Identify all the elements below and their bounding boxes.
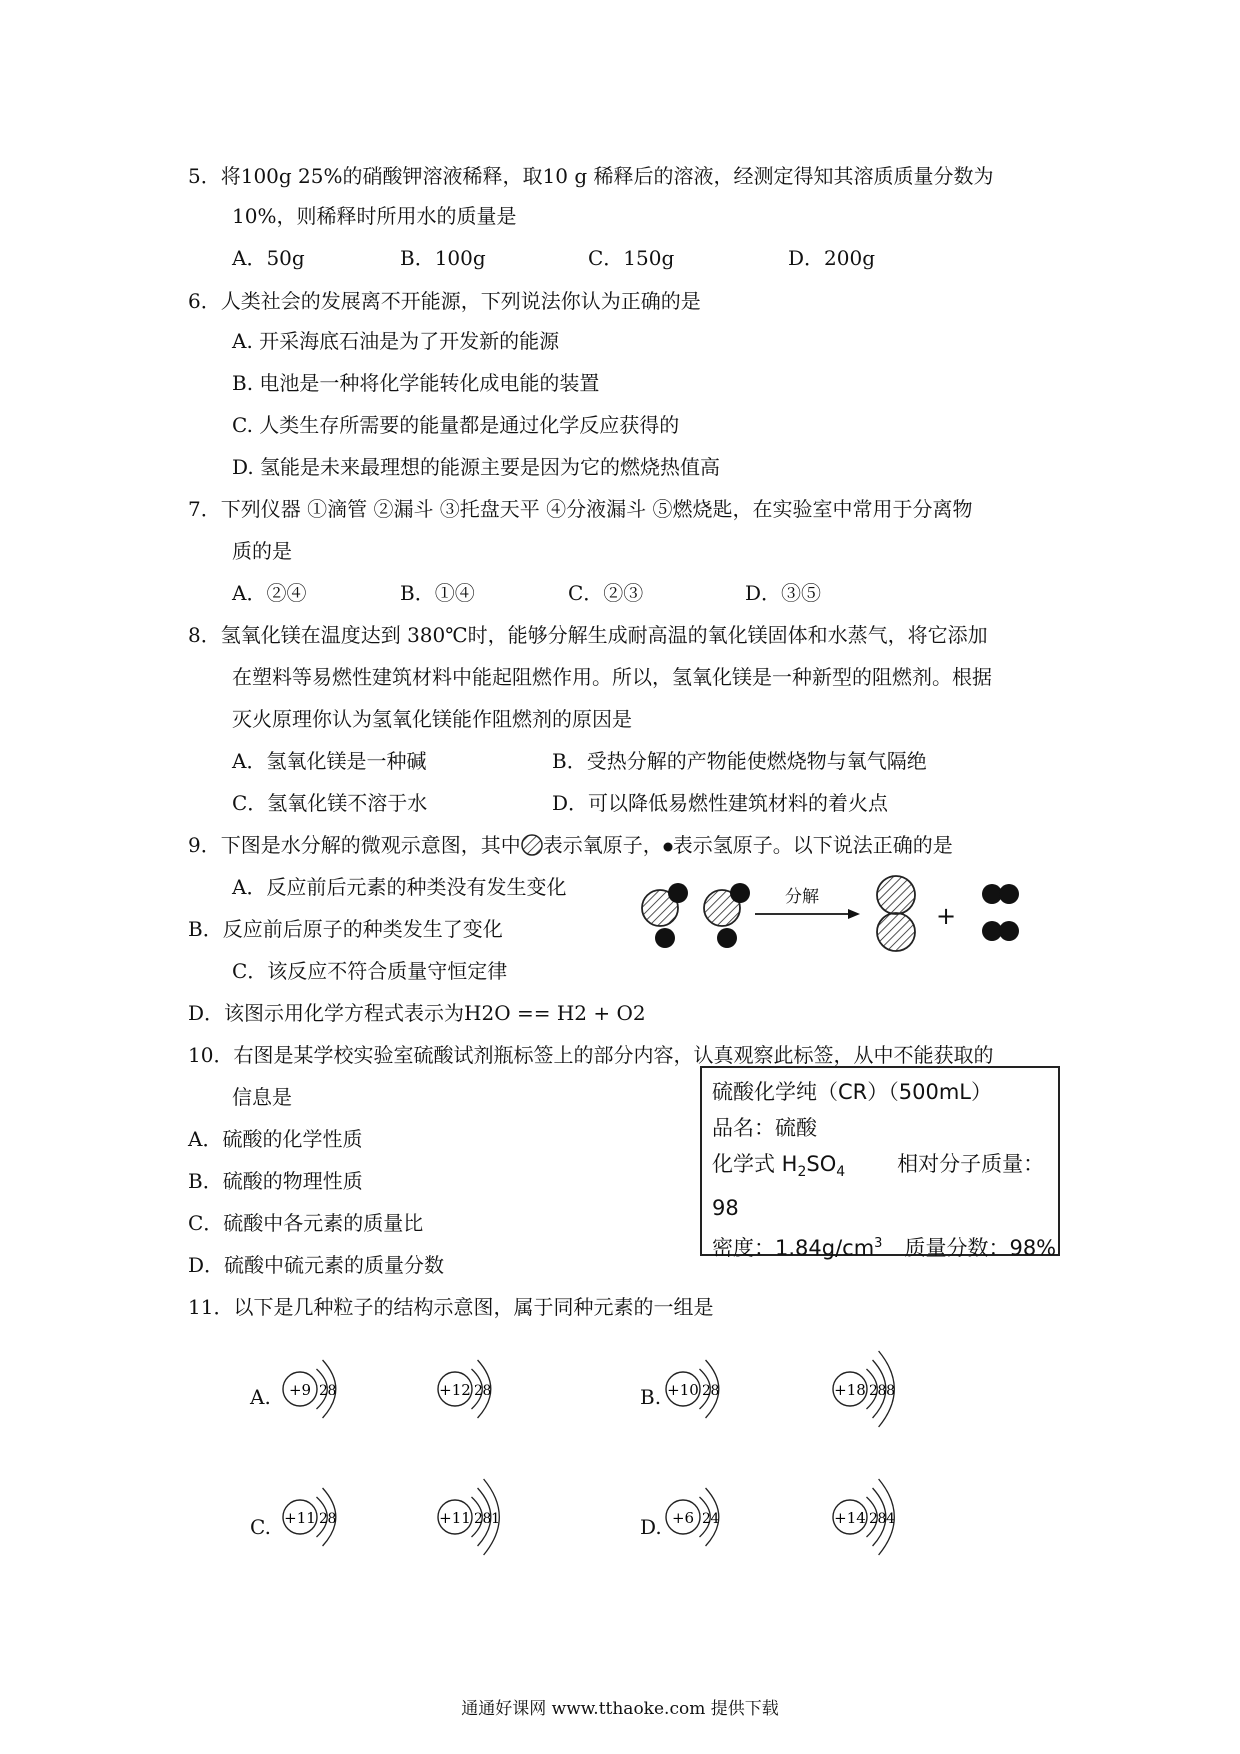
nucleus-charge: +18 xyxy=(834,1381,866,1399)
page-footer: 通通好课网 www.tthaoke.com 提供下载 xyxy=(461,1699,779,1719)
electron-count: 2 xyxy=(701,1511,711,1527)
electron-count: 8 xyxy=(877,1383,887,1399)
q8-stem-line2: 在塑料等易燃性建筑材料中能起阻燃作用。所以，氢氧化镁是一种新型的阻燃剂。根据 xyxy=(232,665,992,689)
plus-sign: + xyxy=(936,902,957,930)
label-molecular-mass-label: 相对分子质量： xyxy=(897,1152,1045,1176)
electron-count: 2 xyxy=(868,1511,878,1527)
label-molecular-mass-value: 98 xyxy=(712,1196,739,1221)
q5-option-d: D．200g xyxy=(788,246,876,270)
electron-count: 4 xyxy=(710,1511,720,1527)
electron-count: 8 xyxy=(327,1383,337,1399)
electron-count: 4 xyxy=(886,1511,896,1527)
hydrogen-molecules xyxy=(982,884,1019,941)
q11-group-b-label: B. xyxy=(640,1385,662,1409)
electron-count: 2 xyxy=(318,1511,328,1527)
hydrogen-atom-icon xyxy=(663,842,673,852)
electron-count: 8 xyxy=(327,1511,337,1527)
q5-option-b: B．100g xyxy=(400,246,486,270)
nucleus-charge: +10 xyxy=(667,1381,699,1399)
q8-stem-line3: 灭火原理你认为氢氧化镁能作阻燃剂的原因是 xyxy=(232,707,632,731)
nucleus-charge: +11 xyxy=(439,1509,471,1527)
water-decomposition-diagram xyxy=(630,868,1050,978)
q7-option-d: D．③⑤ xyxy=(745,581,822,605)
electron-count: 2 xyxy=(318,1383,328,1399)
q10-stem-line1: 10．右图是某学校实验室硫酸试剂瓶标签上的部分内容，认真观察此标签，从中不能获取的 xyxy=(188,1043,994,1067)
atom-diagram-b1 xyxy=(663,1324,823,1454)
label-formula-prefix: 化学式 H xyxy=(712,1152,798,1176)
q7-stem-line2: 质的是 xyxy=(232,539,292,563)
q8-option-b: B．受热分解的产物能使燃烧物与氧气隔绝 xyxy=(552,749,927,773)
q7-stem-line1: 7．下列仪器 ①滴管 ②漏斗 ③托盘天平 ④分液漏斗 ⑤燃烧匙，在实验室中常用于分离物 xyxy=(188,497,973,521)
reaction-arrow-label: 分解 xyxy=(785,887,819,907)
q8-stem-line1: 8．氢氧化镁在温度达到 380℃时，能够分解生成耐高温的氧化镁固体和水蒸气，将它添加 xyxy=(188,623,988,647)
nucleus-charge: +6 xyxy=(671,1509,695,1527)
label-density-sup: 3 xyxy=(874,1236,883,1252)
q10-option-b: B．硫酸的物理性质 xyxy=(188,1169,363,1193)
electron-count: 8 xyxy=(710,1383,720,1399)
q7-option-c: C．②③ xyxy=(568,581,644,605)
q11-group-c-label: C. xyxy=(250,1515,271,1539)
q9-option-d: D．该图示用化学方程式表示为H2O == H2 + O2 xyxy=(188,1001,646,1025)
label-title: 硫酸化学纯（CR）（500mL） xyxy=(712,1080,992,1104)
label-formula-row xyxy=(712,1146,1048,1190)
q5-stem-line1: 5．将100g 25%的硝酸钾溶液稀释，取10 g 稀释后的溶液，经测定得知其溶质质量分数为 xyxy=(188,164,994,188)
electron-count: 8 xyxy=(886,1383,896,1399)
q9-option-b: B．反应前后原子的种类发生了变化 xyxy=(188,917,503,941)
atom-diagram-b2 xyxy=(830,1324,990,1454)
q10-option-c: C．硫酸中各元素的质量比 xyxy=(188,1211,424,1235)
label-density-row xyxy=(712,1226,1057,1266)
q6-option-b: B. 电池是一种将化学能转化成电能的装置 xyxy=(232,371,600,395)
electron-count: 2 xyxy=(868,1383,878,1399)
label-mass-fraction: 质量分数：98% xyxy=(904,1236,1057,1261)
q5-option-a: A．50g xyxy=(232,246,305,270)
electron-count: 8 xyxy=(877,1511,887,1527)
nucleus-charge: +11 xyxy=(284,1509,316,1527)
label-formula-sub2: 4 xyxy=(836,1164,846,1181)
q9-option-a: A．反应前后元素的种类没有发生变化 xyxy=(232,875,567,899)
atom-diagram-d2 xyxy=(830,1452,990,1582)
label-formula-mid: SO xyxy=(806,1152,837,1176)
atom-diagram-a2 xyxy=(435,1324,595,1454)
sulfuric-acid-label xyxy=(700,1066,1060,1261)
q9-stem-part2: 表示氧原子， xyxy=(542,833,663,857)
nucleus-charge: +12 xyxy=(439,1381,471,1399)
q8-option-a: A．氢氧化镁是一种碱 xyxy=(232,749,427,773)
q10-option-a: A．硫酸的化学性质 xyxy=(188,1127,363,1151)
q5-stem-line2: 10%，则稀释时所用水的质量是 xyxy=(232,204,517,228)
electron-count: 2 xyxy=(701,1383,711,1399)
q5-option-c: C．150g xyxy=(588,246,675,270)
q9-stem xyxy=(188,832,953,858)
q7-option-b: B．①④ xyxy=(400,581,475,605)
q6-option-c: C. 人类生存所需要的能量都是通过化学反应获得的 xyxy=(232,413,680,437)
oxygen-atom-icon xyxy=(521,834,543,856)
nucleus-charge: +9 xyxy=(288,1381,312,1399)
q8-option-d: D．可以降低易燃性建筑材料的着火点 xyxy=(552,791,889,815)
q6-option-d: D. 氢能是未来最理想的能源主要是因为它的燃烧热值高 xyxy=(232,455,721,479)
q6-option-a: A. 开采海底石油是为了开发新的能源 xyxy=(232,329,560,353)
label-density: 密度：1.84g/cm xyxy=(712,1236,875,1261)
electron-count: 8 xyxy=(482,1511,492,1527)
atom-diagram-c2 xyxy=(435,1452,595,1582)
reaction-arrowhead xyxy=(848,909,860,919)
q8-option-c: C．氢氧化镁不溶于水 xyxy=(232,791,428,815)
atom-diagram-a1 xyxy=(280,1324,440,1454)
q6-stem: 6．人类社会的发展离不开能源，下列说法你认为正确的是 xyxy=(188,289,701,313)
q9-stem-part3: 表示氢原子。以下说法正确的是 xyxy=(672,833,953,857)
q11-group-d-label: D. xyxy=(640,1515,662,1539)
q9-stem-part1: 9．下图是水分解的微观示意图，其中 xyxy=(188,833,521,857)
atom-diagram-d1 xyxy=(663,1452,823,1582)
q7-option-a: A．②④ xyxy=(232,581,307,605)
water-molecule-2 xyxy=(704,883,750,948)
q10-stem-line2: 信息是 xyxy=(232,1085,292,1109)
q10-option-d: D．硫酸中硫元素的质量分数 xyxy=(188,1253,445,1277)
label-formula-sub1: 2 xyxy=(797,1164,807,1181)
label-product-name: 品名：硫酸 xyxy=(712,1116,817,1140)
q9-option-c: C．该反应不符合质量守恒定律 xyxy=(232,959,508,983)
atom-diagram-c1 xyxy=(280,1452,440,1582)
oxygen-molecule xyxy=(877,876,915,951)
q11-group-a-label: A. xyxy=(250,1385,271,1409)
water-molecule-1 xyxy=(642,883,688,948)
electron-count: 2 xyxy=(473,1383,483,1399)
electron-count: 8 xyxy=(482,1383,492,1399)
electron-count: 2 xyxy=(473,1511,483,1527)
nucleus-charge: +14 xyxy=(834,1509,866,1527)
electron-count: 1 xyxy=(491,1511,501,1527)
q11-stem: 11．以下是几种粒子的结构示意图，属于同种元素的一组是 xyxy=(188,1295,714,1319)
